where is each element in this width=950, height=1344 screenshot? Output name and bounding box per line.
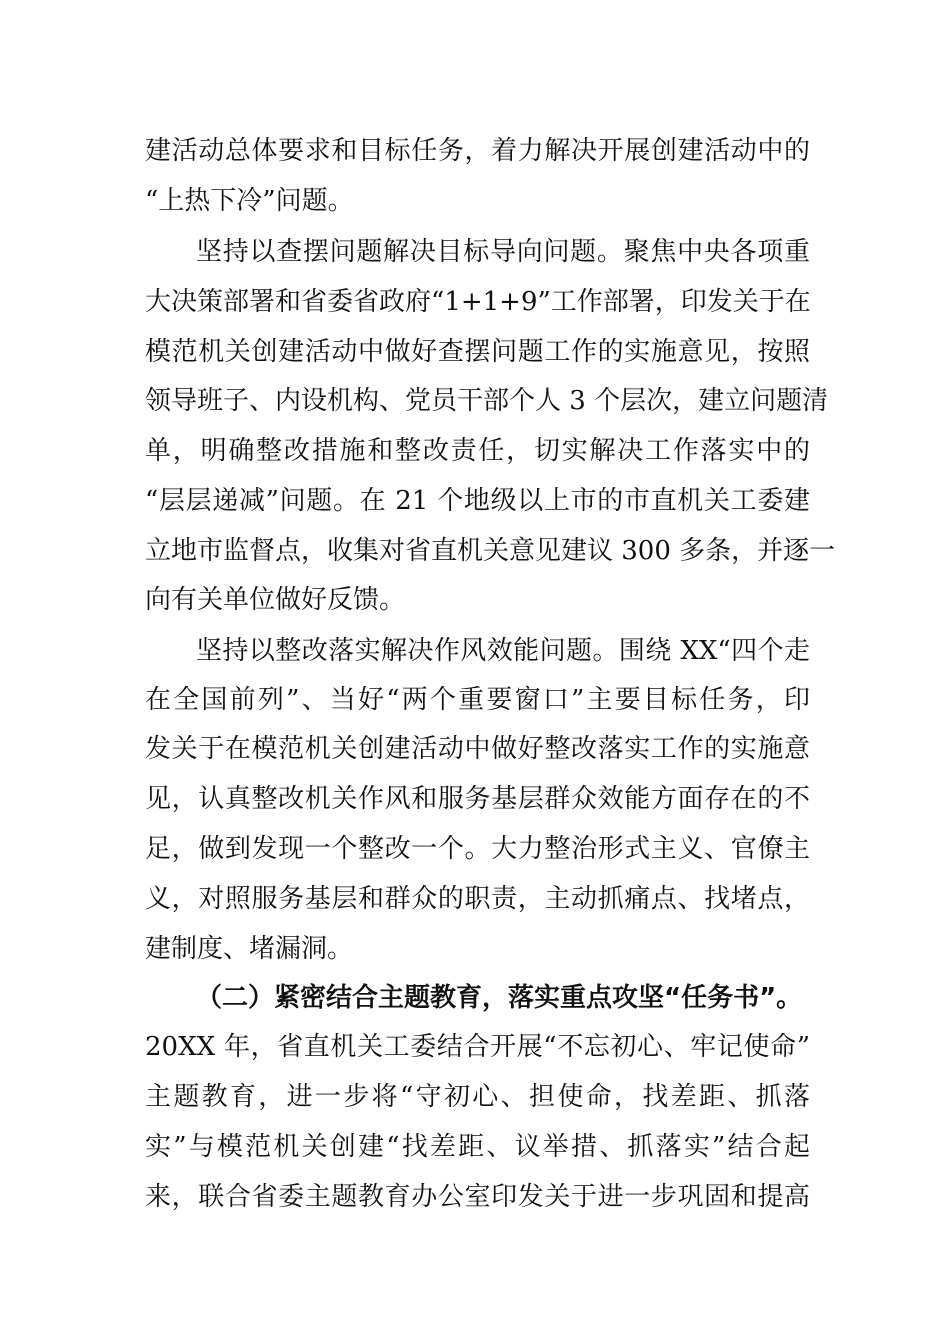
paragraph-line: 坚持以整改落实解决作风效能问题。围绕 XX“四个走 xyxy=(196,636,810,666)
paragraph-line: 建活动总体要求和目标任务，着力解决开展创建活动中的 xyxy=(145,136,810,166)
paragraph-line: 来，联合省委主题教育办公室印发关于进一步巩固和提高 xyxy=(145,1182,810,1212)
paragraph-line: 发关于在模范机关创建活动中做好整改落实工作的实施意 xyxy=(145,734,810,764)
paragraph-line: 模范机关创建活动中做好查摆问题工作的实施意见，按照 xyxy=(145,337,810,367)
paragraph-line: 坚持以查摆问题解决目标导向问题。聚焦中央各项重 xyxy=(196,237,810,267)
paragraph-line: 领导班子、内设机构、党员干部个人 3 个层次，建立问题清 xyxy=(145,386,829,416)
paragraph-line: 主题教育，进一步将“守初心、担使命，找差距、抓落 xyxy=(145,1082,810,1112)
paragraph-line: “层层递减”问题。在 21 个地级以上市的市直机关工委建 xyxy=(145,486,810,516)
paragraph-line: 在全国前列”、当好“两个重要窗口”主要目标任务，印 xyxy=(145,685,810,715)
paragraph-line: 义，对照服务基层和群众的职责，主动抓痛点、找堵点， xyxy=(145,884,810,914)
paragraph-line: 见，认真整改机关作风和服务基层群众效能方面存在的不 xyxy=(145,784,810,814)
section-heading: （二）紧密结合主题教育，落实重点攻坚“任务书”。 xyxy=(196,983,803,1013)
paragraph-line: 20XX 年，省直机关工委结合开展“不忘初心、牢记使命” xyxy=(145,1032,810,1062)
paragraph-line: “上热下冷”问题。 xyxy=(145,186,354,216)
paragraph-line: 单，明确整改措施和整改责任，切实解决工作落实中的 xyxy=(145,436,810,466)
paragraph-line: 立地市监督点，收集对省直机关意见建议 300 多条，并逐一 xyxy=(145,536,836,566)
paragraph-line: 足，做到发现一个整改一个。大力整治形式主义、官僚主 xyxy=(145,834,810,864)
paragraph-line: 实”与模范机关创建“找差距、议举措、抓落实”结合起 xyxy=(145,1132,810,1162)
paragraph-line: 大决策部署和省委省政府“1+1+9”工作部署，印发关于在 xyxy=(145,287,811,317)
paragraph-line: 向有关单位做好反馈。 xyxy=(145,585,406,615)
paragraph-line: 建制度、堵漏洞。 xyxy=(145,934,354,964)
